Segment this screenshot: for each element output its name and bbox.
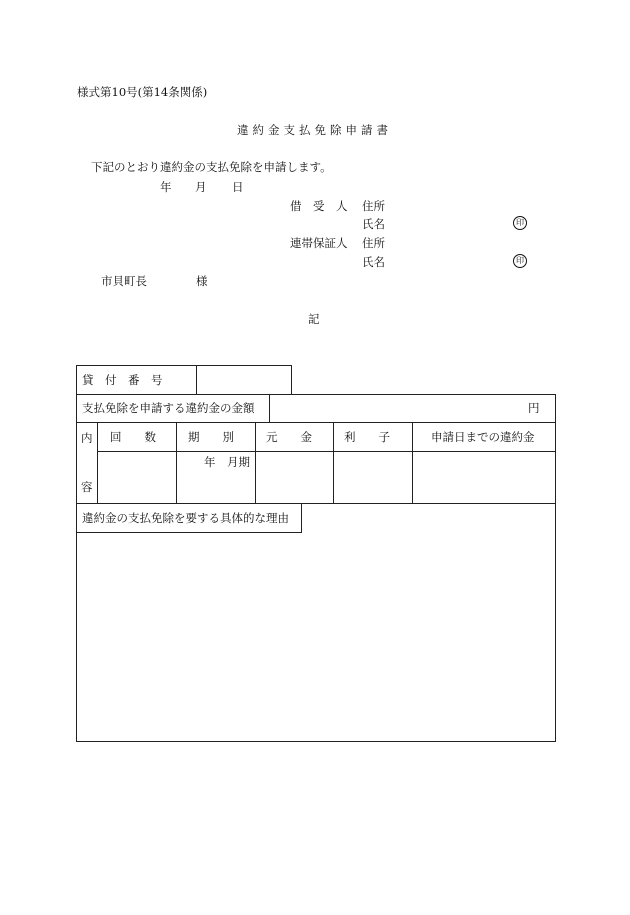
period-subtext: 年 月期 — [204, 455, 250, 469]
guarantor-name-label: 氏名 — [362, 255, 385, 269]
borrower-seal-mark: 印 — [513, 216, 527, 230]
amount-label: 支払免除を申請する違約金の金額 — [82, 401, 255, 415]
form-number-label: 様式第10号(第14条関係) — [77, 85, 208, 99]
content-label-top: 内 — [81, 431, 93, 445]
date-year-label: 年 — [160, 180, 172, 194]
date-month-label: 月 — [195, 180, 207, 194]
content-label-bottom: 容 — [81, 480, 93, 494]
count-field[interactable] — [100, 455, 172, 499]
borrower-name-label: 氏名 — [362, 217, 385, 231]
loan-number-label: 貸 付 番 号 — [82, 373, 163, 387]
penalty-field[interactable] — [415, 455, 553, 499]
row-divider-amount — [76, 422, 556, 423]
column-header-penalty: 申請日までの違約金 — [431, 430, 535, 444]
column-header-count: 回 数 — [110, 430, 156, 444]
ki-heading: 記 — [308, 312, 320, 326]
guarantor-role-label: 連帯保証人 — [290, 236, 348, 250]
loan-number-divider — [196, 365, 197, 395]
addressee-name: 市貝町長 — [101, 274, 147, 288]
intro-text: 下記のとおり違約金の支払免除を申請します。 — [91, 160, 332, 174]
col-divider-2 — [255, 422, 256, 503]
amount-field[interactable] — [274, 401, 514, 415]
date-day-label: 日 — [232, 180, 244, 194]
reason-label: 違約金の支払免除を要する具体的な理由 — [82, 511, 289, 525]
borrower-role-label: 借 受 人 — [290, 199, 348, 213]
header-divider — [97, 451, 556, 452]
column-header-principal: 元 金 — [266, 430, 312, 444]
loan-number-field[interactable] — [200, 373, 288, 387]
column-header-interest: 利 子 — [344, 430, 390, 444]
principal-field[interactable] — [258, 455, 330, 499]
content-label-divider — [97, 422, 98, 503]
reason-field[interactable] — [82, 540, 550, 736]
guarantor-seal-mark: 印 — [513, 254, 527, 268]
column-header-period: 期 別 — [188, 430, 234, 444]
amount-unit: 円 — [528, 401, 540, 415]
col-divider-4 — [412, 422, 413, 503]
addressee-honorific: 様 — [196, 274, 208, 288]
guarantor-address-label: 住所 — [362, 236, 385, 250]
borrower-address-label: 住所 — [362, 199, 385, 213]
col-divider-1 — [176, 422, 177, 503]
page-title: 違約金支払免除申請書 — [237, 123, 392, 137]
col-divider-3 — [333, 422, 334, 503]
amount-divider — [269, 394, 270, 423]
interest-field[interactable] — [336, 455, 408, 499]
